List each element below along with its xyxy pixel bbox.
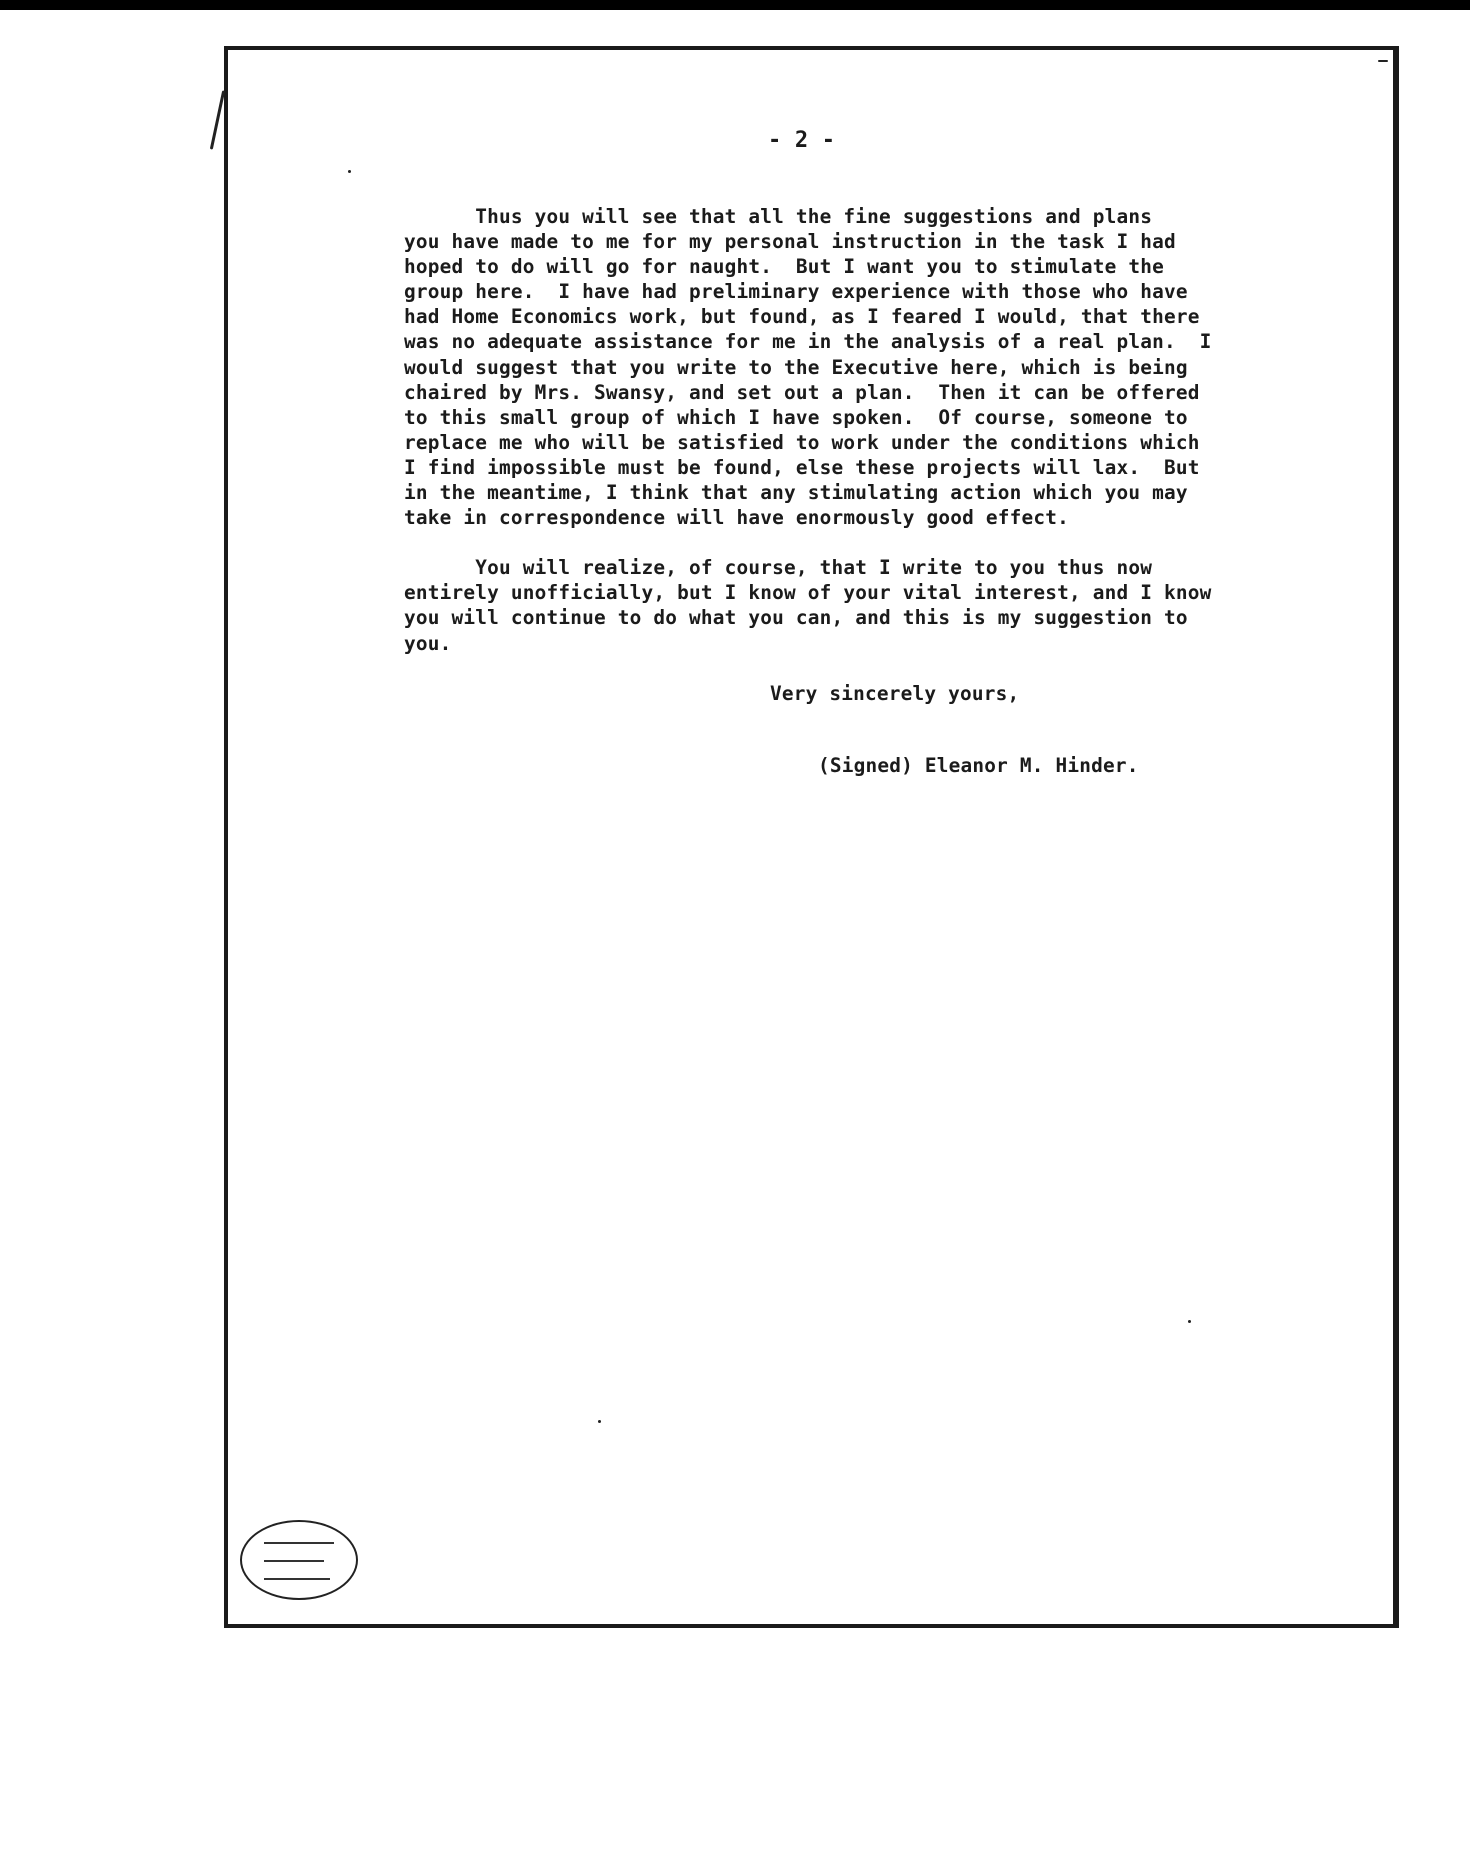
stamp-mark: [264, 1578, 330, 1580]
stamp-mark: [264, 1542, 334, 1544]
letter-body: [404, 204, 1211, 656]
scan-border-top: [0, 0, 1470, 10]
scan-speck: [1378, 60, 1388, 62]
collection-stamp: [240, 1520, 358, 1600]
scan-speck: [210, 90, 225, 149]
page-number: - 2 -: [768, 128, 836, 153]
paragraph-1: Thus you will see that all the fine suggestions and plans you have made to me for my personal instruction in the task I had hoped to do will go for naught. But I want you to stimulate the group here. I have had preliminary experience with those who have had Home Economics work, but found, as I feared I would, that there was no adequate assistance for me in the analysis of a real plan. I would suggest that you write to the Executive here, which is being chaired by Mrs. Swansy, and set out a plan. Then it can be offered to this small group of which I have spoken. Of course, someone to replace me who will be satisfied to work under the conditions which I find impossible must be found, else these projects will lax. But in the meantime, I think that any stimulating action which you may take in correspondence will have enormously good effect.: [404, 205, 1212, 530]
scan-speck: [348, 170, 351, 173]
scan-speck: [598, 1420, 601, 1423]
stamp-mark: [264, 1560, 324, 1562]
letter-closing: Very sincerely yours,: [770, 682, 1020, 705]
scan-speck: [1188, 1320, 1191, 1323]
paragraph-2: You will realize, of course, that I write to you thus now entirely unofficially, but I know of your vital interest, and I know you will continue to do what you can, and this is my suggestion to you.: [404, 556, 1212, 655]
letter-signature: (Signed) Eleanor M. Hinder.: [818, 754, 1139, 777]
